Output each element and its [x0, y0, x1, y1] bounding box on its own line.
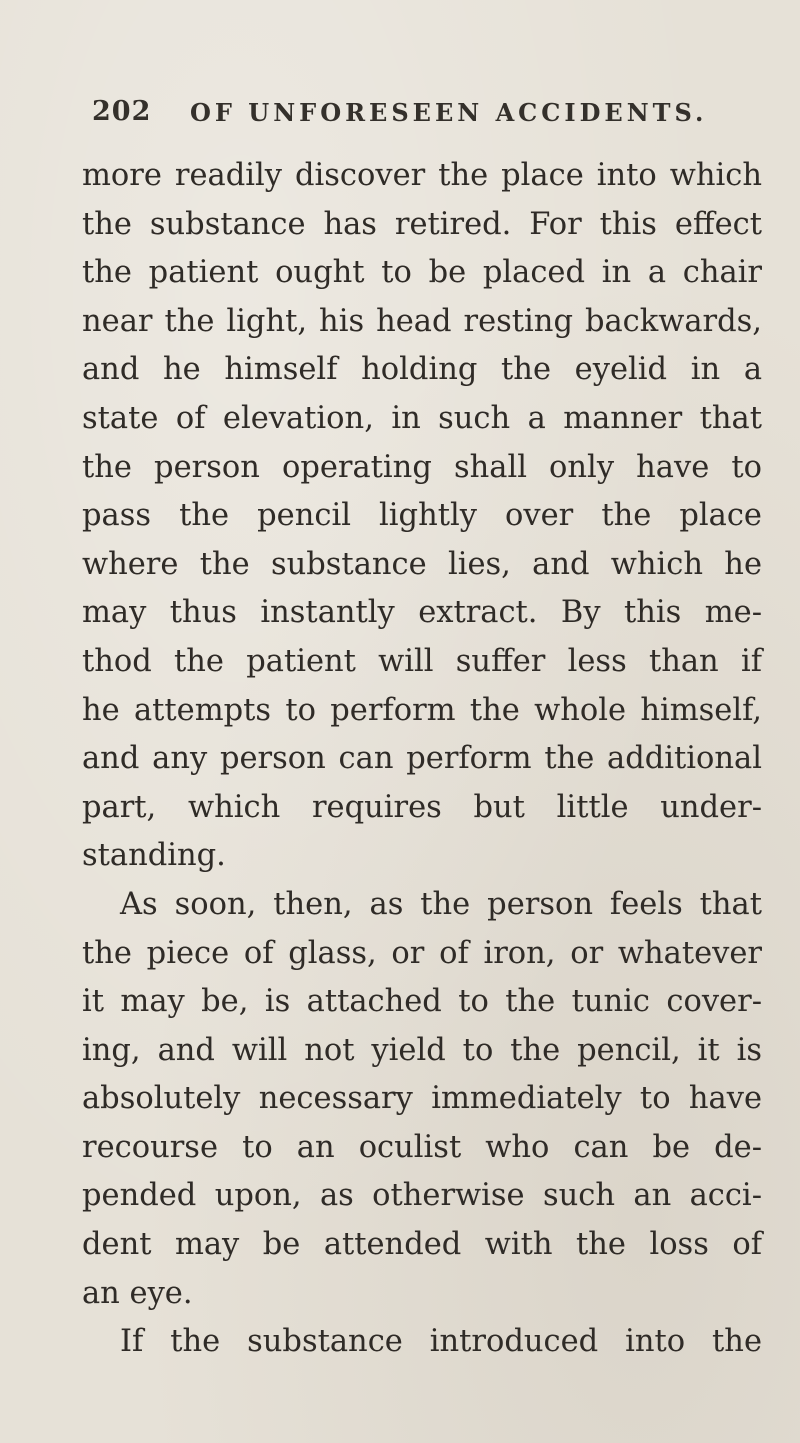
text-line: near the light, his head resting backwards, — [82, 303, 762, 339]
text-line: ing, and will not yield to the pencil, it is — [82, 1032, 762, 1068]
text-line: it may be, is attached to the tunic cover- — [82, 984, 762, 1020]
text-line: part, which requires but little under- — [82, 789, 762, 825]
text-line: recourse to an oculist who can be de- — [82, 1129, 762, 1165]
text-line: thod the patient will suffer less than if — [82, 643, 762, 679]
page-number: 202 — [92, 96, 152, 127]
text-line: may thus instantly extract. By this me- — [82, 595, 762, 631]
running-title: OF UNFORESEEN ACCIDENTS. — [190, 98, 708, 127]
text-line: the person operating shall only have to — [82, 449, 762, 485]
text-line: state of elevation, in such a manner that — [82, 400, 762, 436]
paragraph-start-line: As soon, then, as the person feels that — [120, 886, 762, 922]
text-line: the patient ought to be placed in a chair — [82, 255, 762, 291]
paragraph-end-line: standing. — [82, 838, 226, 874]
body-text — [82, 152, 762, 1367]
text-line: the piece of glass, or of iron, or whatever — [82, 935, 762, 971]
paragraph-end-line: an eye. — [82, 1275, 193, 1311]
text-line: and he himself holding the eyelid in a — [82, 352, 762, 388]
text-line: pended upon, as otherwise such an acci- — [82, 1178, 762, 1214]
text-line: he attempts to perform the whole himself, — [82, 692, 762, 728]
text-line: absolutely necessary immediately to have — [82, 1081, 762, 1117]
text-line: where the substance lies, and which he — [82, 546, 762, 582]
paragraph-start-line: If the substance introduced into the — [120, 1324, 762, 1360]
text-line: the substance has retired. For this effect — [82, 206, 762, 242]
running-head — [92, 96, 772, 136]
text-line: dent may be attended with the loss of — [82, 1227, 762, 1263]
text-line: more readily discover the place into which — [82, 158, 762, 193]
text-line: pass the pencil lightly over the place — [82, 498, 762, 534]
text-line: and any person can perform the additional — [82, 741, 762, 777]
